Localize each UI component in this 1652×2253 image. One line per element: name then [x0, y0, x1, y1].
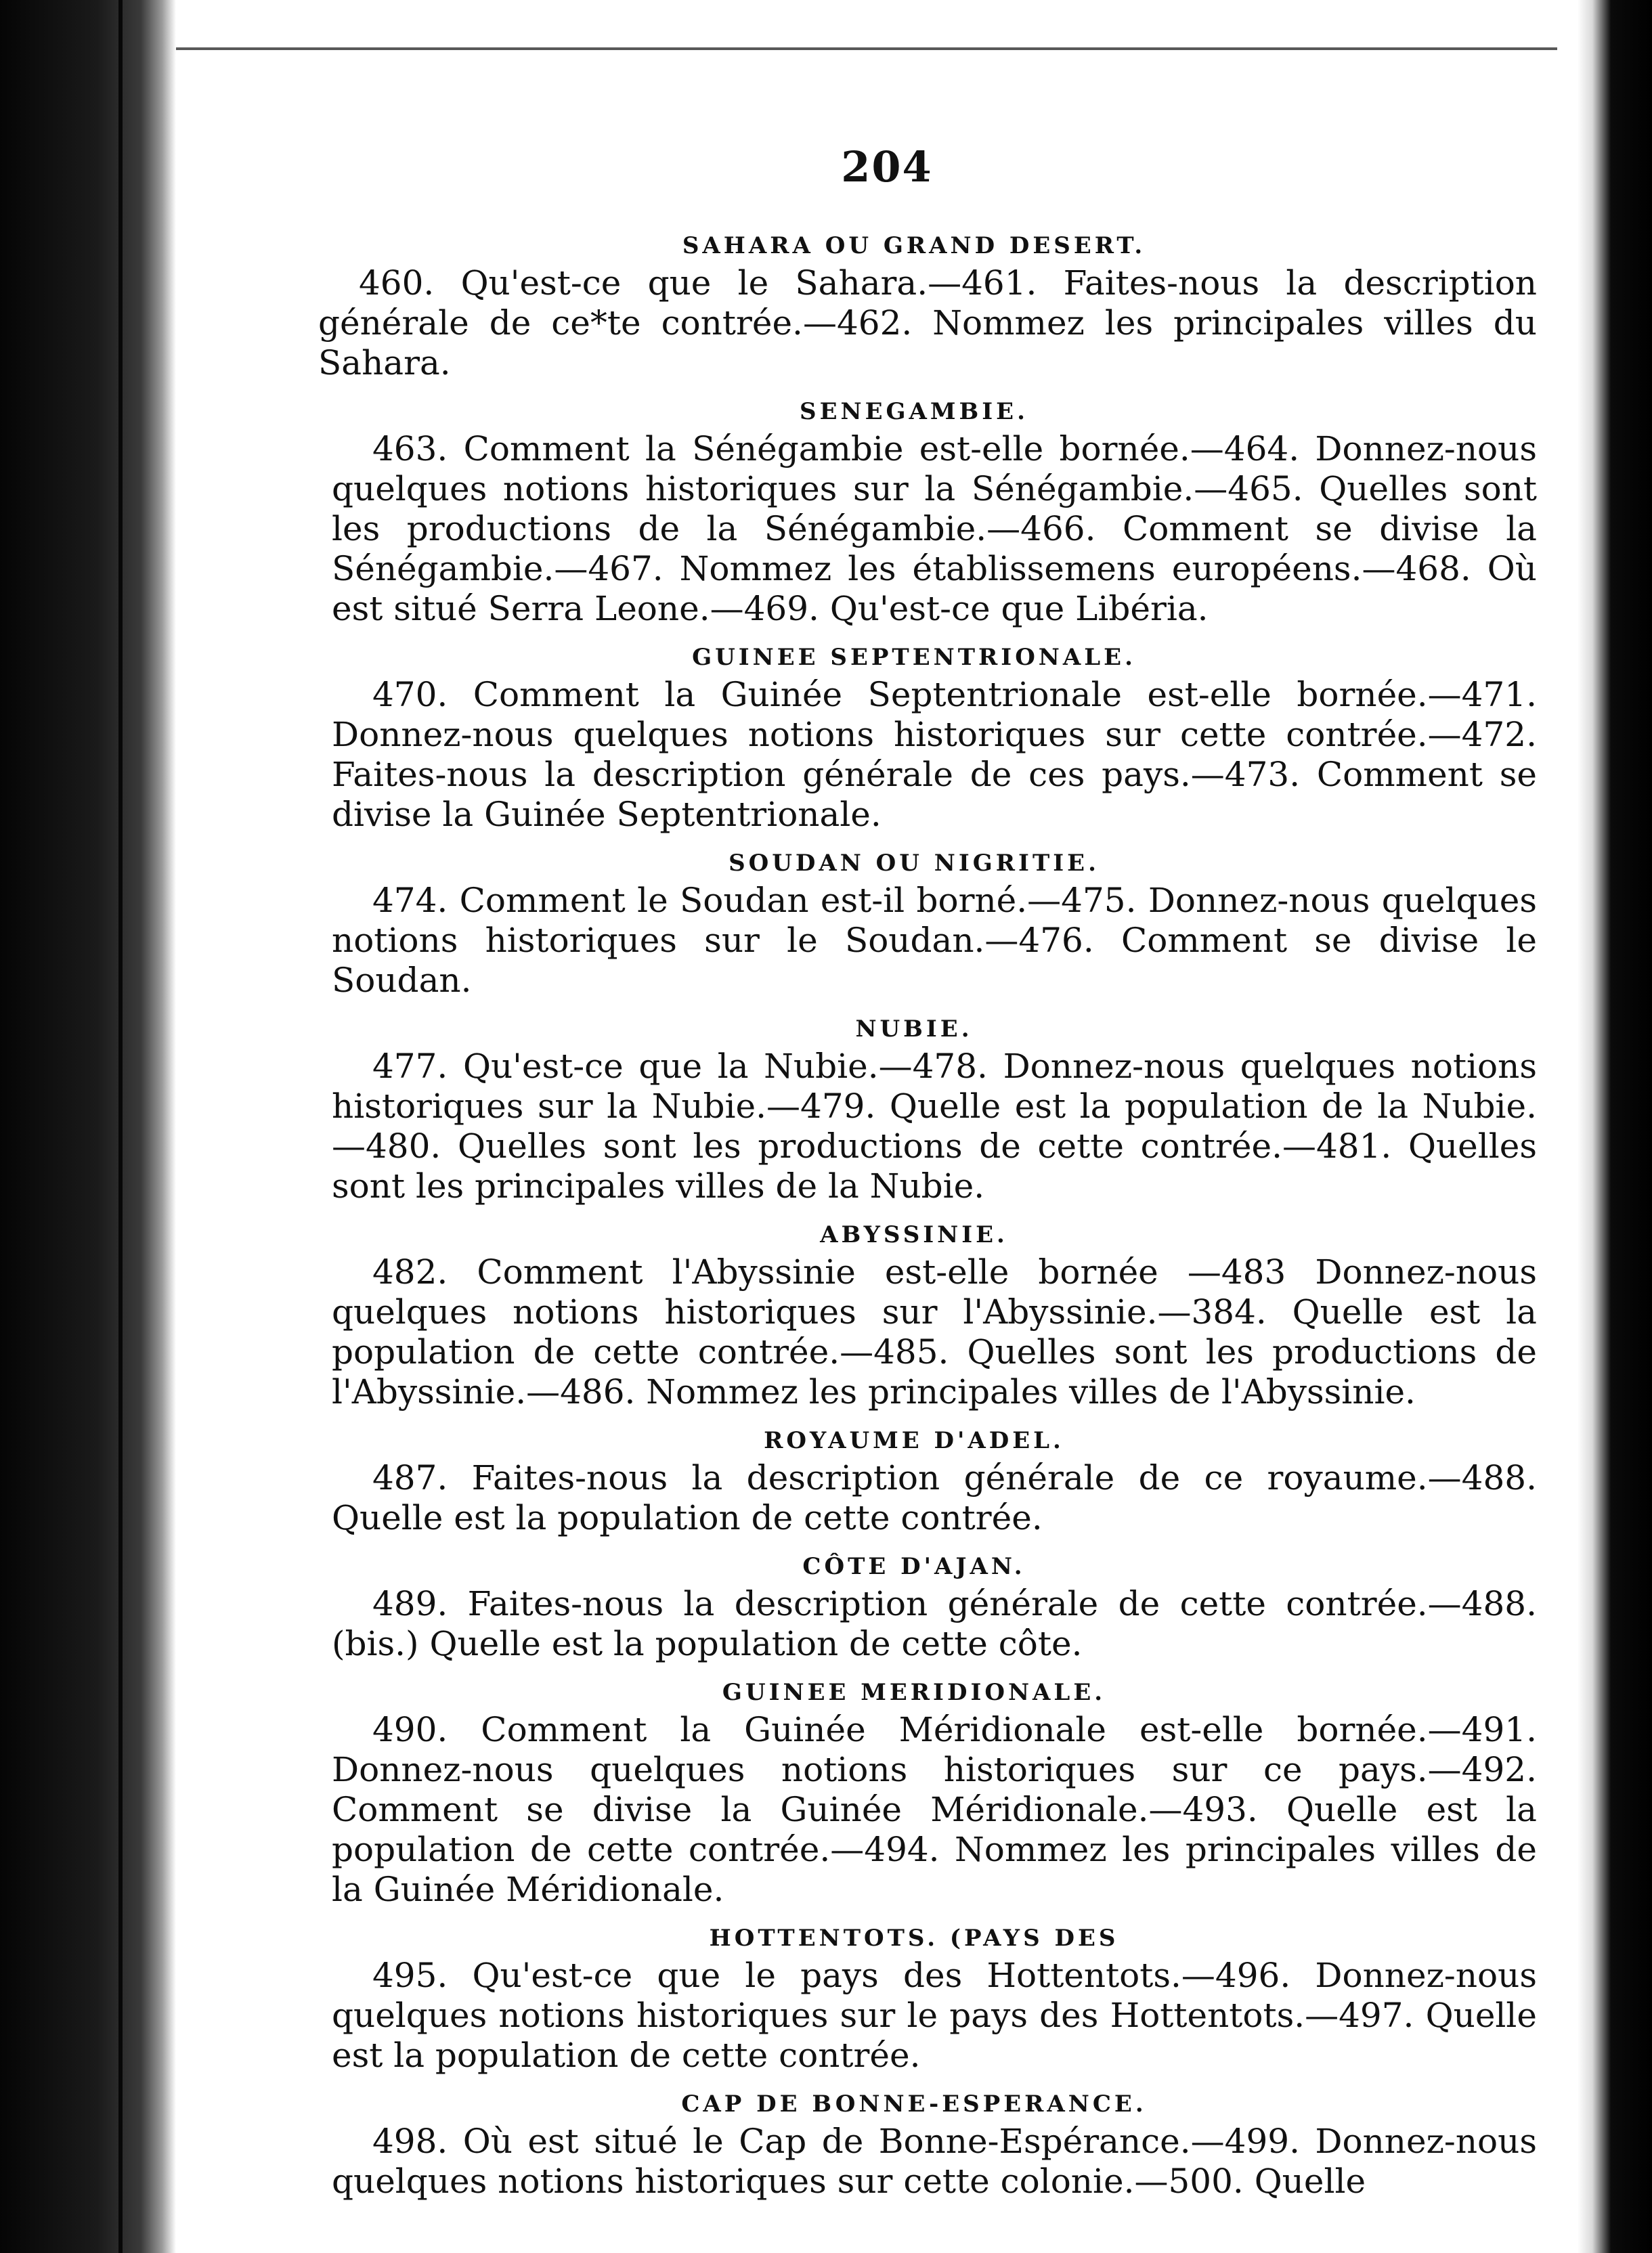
section-guinee-meridionale — [223, 1679, 1550, 1910]
section-text: 487. Faites-nous la description générale de ce royaume.—488. Quelle est la population de cette contrée. — [332, 1458, 1537, 1537]
section-royaume-adel — [223, 1427, 1550, 1538]
section-title: CÔTE D'AJAN. — [802, 1553, 1026, 1580]
section-text: 460. Qu'est-ce que le Sahara.—461. Faites-nous la description générale de ce*te contrée.—462. Nommez les principales villes du Sahara. — [318, 263, 1537, 382]
page-edge-shadow — [1578, 0, 1652, 2253]
section-title: ABYSSINIE. — [820, 1221, 1008, 1248]
section-title: SAHARA OU GRAND DESERT. — [682, 232, 1146, 259]
section-senegambie — [223, 398, 1550, 629]
section-text: 470. Comment la Guinée Septentrionale est-elle bornée.—471. Donnez-nous quelques notions historiques sur cette contrée.—472. Faites-nous la description générale de ces pays.—473. Comment se divise la Guinée Septentrionale. — [332, 675, 1537, 834]
page-number: 204 — [841, 142, 933, 192]
section-title: SENEGAMBIE. — [800, 398, 1028, 425]
section-cote-ajan — [223, 1553, 1550, 1664]
section-text: 489. Faites-nous la description générale de cette contrée.—488. (bis.) Quelle est la population de cette côte. — [332, 1584, 1537, 1663]
book-binding-shadow — [0, 0, 176, 2253]
section-text: 477. Qu'est-ce que la Nubie.—478. Donnez-nous quelques notions historiques sur la Nubie.—479. Quelle est la population de la Nubie.—480. Quelles sont les productions de cette contrée.—481. Quelles sont les principales villes de la Nubie. — [332, 1047, 1537, 1206]
section-title: GUINEE SEPTENTRIONALE. — [692, 644, 1136, 671]
section-sahara — [223, 232, 1550, 383]
section-title: CAP DE BONNE-ESPERANCE. — [681, 2091, 1147, 2118]
section-title: GUINEE MERIDIONALE. — [722, 1679, 1106, 1706]
section-soudan — [223, 850, 1550, 1001]
section-title: ROYAUME D'ADEL. — [764, 1427, 1064, 1454]
section-title: NUBIE. — [855, 1015, 973, 1043]
section-text: 495. Qu'est-ce que le pays des Hottentots.—496. Donnez-nous quelques notions historiques sur le pays des Hottentots.—497. Quelle est la population de cette contrée. — [332, 1956, 1537, 2075]
section-title: SOUDAN OU NIGRITIE. — [729, 850, 1100, 877]
section-text: 482. Comment l'Abyssinie est-elle bornée —483 Donnez-nous quelques notions historiques sur l'Abyssinie.—384. Quelle est la population de cette contrée.—485. Quelles sont les productions de l'Abyssinie.—486. Nommez les principales villes de l'Abyssinie. — [332, 1252, 1537, 1412]
section-hottentots — [223, 1925, 1550, 2076]
section-title: HOTTENTOTS. (PAYS DES — [709, 1925, 1119, 1952]
section-nubie — [223, 1015, 1550, 1206]
section-text: 463. Comment la Sénégambie est-elle bornée.—464. Donnez-nous quelques notions historiques sur la Sénégambie.—465. Quelles sont les productions de la Sénégambie.—466. Comment se divise la Sénégambie.—467. Nommez les établissemens européens.—468. Où est situé Serra Leone.—469. Qu'est-ce que Libéria. — [332, 429, 1537, 628]
section-text: 498. Où est situé le Cap de Bonne-Espérance.—499. Donnez-nous quelques notions historiques sur cette colonie.—500. Quelle — [332, 2122, 1537, 2201]
section-guinee-septentrionale — [223, 644, 1550, 835]
section-text: 490. Comment la Guinée Méridionale est-elle bornée.—491. Donnez-nous quelques notions historiques sur ce pays.—492. Comment se divise la Guinée Méridionale.—493. Quelle est la population de cette contrée.—494. Nommez les principales villes de la Guinée Méridionale. — [332, 1710, 1537, 1909]
section-abyssinie — [223, 1221, 1550, 1412]
book-page — [223, 41, 1550, 2234]
section-text: 474. Comment le Soudan est-il borné.—475. Donnez-nous quelques notions historiques sur le Soudan.—476. Comment se divise le Soudan. — [332, 881, 1537, 1000]
section-cap-bonne-esperance — [223, 2091, 1550, 2202]
